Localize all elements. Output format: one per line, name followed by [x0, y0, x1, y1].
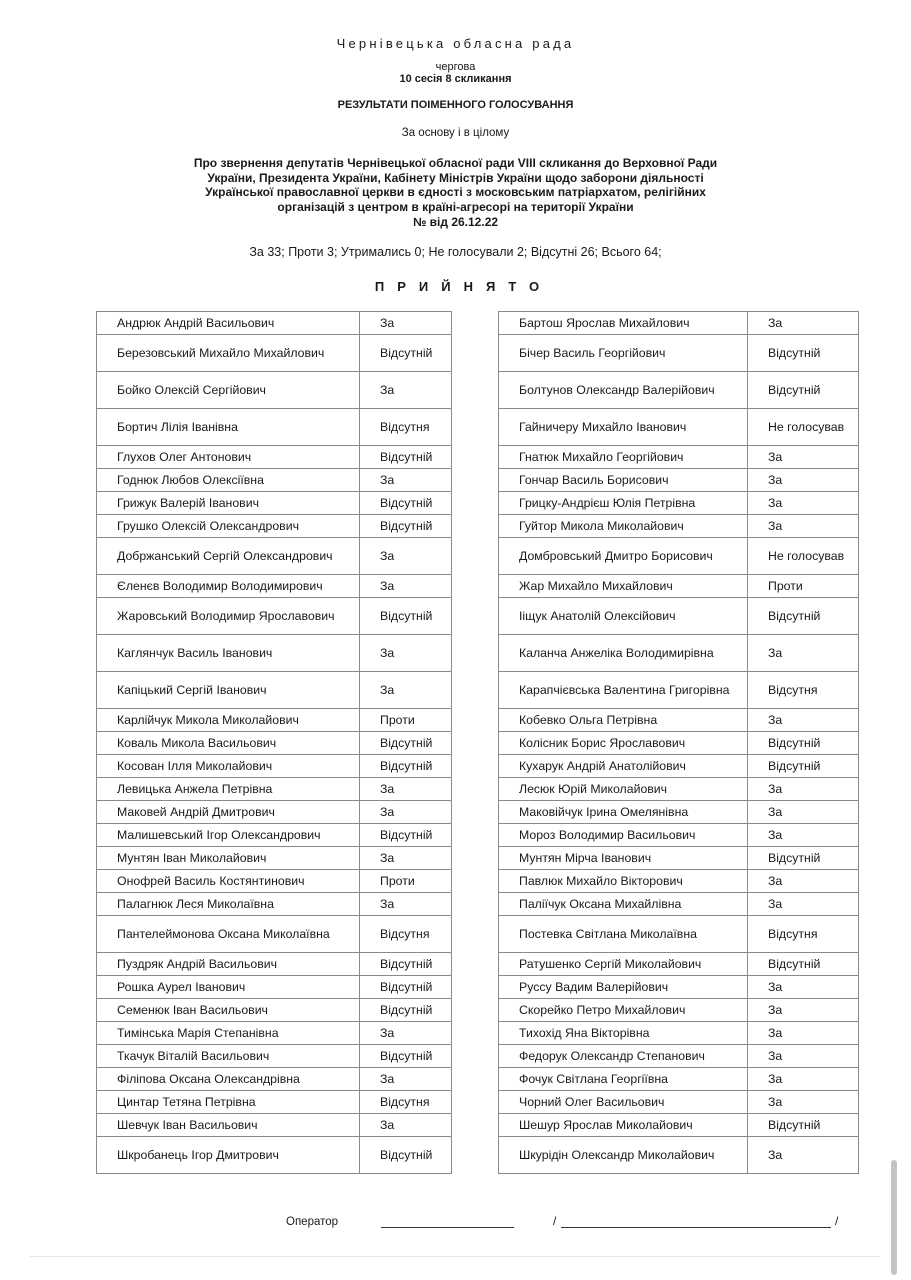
vote-result: Відсутній [360, 1045, 452, 1068]
results-title: РЕЗУЛЬТАТИ ПОІМЕННОГО ГОЛОСУВАННЯ [337, 99, 574, 111]
vote-row [97, 1091, 452, 1114]
vote-row [499, 778, 859, 801]
vote-row [97, 372, 452, 409]
deputy-name: Андрюк Андрій Васильович [97, 312, 360, 335]
vote-result: За [748, 469, 859, 492]
vote-row [97, 492, 452, 515]
deputy-name: Маковійчук Ірина Омелянівна [499, 801, 748, 824]
deputy-name: Гончар Василь Борисович [499, 469, 748, 492]
vote-row [97, 515, 452, 538]
vote-result: Відсутній [360, 515, 452, 538]
vote-row [97, 1045, 452, 1068]
session-type: чергова [435, 61, 476, 73]
deputy-name: Пуздряк Андрій Васильович [97, 953, 360, 976]
decision-status: ПРИЙНЯТО [374, 279, 553, 294]
vote-row [499, 801, 859, 824]
subject-line: України, Президента України, Кабінету Міністрів України щодо заборони діяльності [207, 170, 704, 185]
vote-result: Відсутня [360, 1091, 452, 1114]
deputy-name: Ткачук Віталій Васильович [97, 1045, 360, 1068]
deputy-name: Маковей Андрій Дмитрович [97, 801, 360, 824]
deputy-name: Домбровський Дмитро Борисович [499, 538, 748, 575]
vote-row [499, 755, 859, 778]
vote-row [499, 515, 859, 538]
vote-result: За [360, 778, 452, 801]
vote-result: За [748, 492, 859, 515]
vote-row [499, 1137, 859, 1174]
deputy-name: Тихохід Яна Вікторівна [499, 1022, 748, 1045]
deputy-name: Паліїчук Оксана Михайлівна [499, 893, 748, 916]
deputy-name: Гнатюк Михайло Георгійович [499, 446, 748, 469]
deputy-name: Жар Михайло Михайлович [499, 575, 748, 598]
vote-row [97, 335, 452, 372]
deputy-name: Фочук Світлана Георгіївна [499, 1068, 748, 1091]
vote-row [97, 732, 452, 755]
vote-row [499, 893, 859, 916]
deputy-name: Капіцький Сергій Іванович [97, 672, 360, 709]
deputy-name: Бічер Василь Георгійович [499, 335, 748, 372]
vote-row [499, 1022, 859, 1045]
vote-result: Відсутня [748, 916, 859, 953]
vote-row [97, 1022, 452, 1045]
vote-row [499, 847, 859, 870]
vote-result: Проти [360, 709, 452, 732]
deputy-name: Коваль Микола Васильович [97, 732, 360, 755]
vote-result: Відсутній [360, 492, 452, 515]
deputy-name: Постевка Світлана Миколаївна [499, 916, 748, 953]
vote-result: Відсутня [748, 672, 859, 709]
vote-result: Відсутній [748, 1114, 859, 1137]
operator-name-line [561, 1227, 831, 1228]
vote-row [97, 446, 452, 469]
vote-result: Відсутній [360, 1137, 452, 1174]
vote-row [97, 847, 452, 870]
vote-row [97, 916, 452, 953]
vote-row [499, 372, 859, 409]
left-votes-table [96, 311, 452, 1174]
vote-row [499, 672, 859, 709]
vote-result: За [748, 635, 859, 672]
deputy-name: Косован Ілля Миколайович [97, 755, 360, 778]
right-votes-table [498, 311, 859, 1174]
vote-result: Відсутній [748, 755, 859, 778]
vote-row [97, 538, 452, 575]
vote-row [499, 335, 859, 372]
vote-row [499, 1114, 859, 1137]
vote-result: За [360, 1114, 452, 1137]
deputy-name: Шевчук Іван Васильович [97, 1114, 360, 1137]
vote-row [499, 312, 859, 335]
deputy-name: Карапчієвська Валентина Григорівна [499, 672, 748, 709]
vote-result: Проти [360, 870, 452, 893]
separator-slash: / [553, 1214, 557, 1228]
deputy-name: Пантелеймонова Оксана Миколаївна [97, 916, 360, 953]
vote-row [97, 709, 452, 732]
deputy-name: Бойко Олексій Сергійович [97, 372, 360, 409]
vote-result: Відсутній [748, 335, 859, 372]
deputy-name: Філіпова Оксана Олександрівна [97, 1068, 360, 1091]
vote-result: За [748, 824, 859, 847]
vote-row [97, 672, 452, 709]
vote-result: За [748, 801, 859, 824]
vote-result: За [748, 515, 859, 538]
operator-signature-line [381, 1227, 514, 1228]
vote-row [97, 575, 452, 598]
deputy-name: Чорний Олег Васильович [499, 1091, 748, 1114]
vote-result: За [360, 893, 452, 916]
vote-result: За [360, 1068, 452, 1091]
deputy-name: Кобевко Ольга Петрівна [499, 709, 748, 732]
vote-result: Відсутній [360, 732, 452, 755]
vote-row [97, 976, 452, 999]
deputy-name: Колісник Борис Ярославович [499, 732, 748, 755]
deputy-name: Рошка Аурел Іванович [97, 976, 360, 999]
resolution-subject [0, 156, 911, 214]
deputy-name: Березовський Михайло Михайлович [97, 335, 360, 372]
vote-result: Відсутній [360, 446, 452, 469]
vote-result: За [360, 469, 452, 492]
vote-result: За [360, 372, 452, 409]
subject-line: Української православної церкви в єдності з московським патріархатом, релігійних [205, 185, 706, 199]
deputy-name: Жаровський Володимир Ярославович [97, 598, 360, 635]
vote-result: Відсутній [748, 953, 859, 976]
vote-row [499, 538, 859, 575]
vote-row [97, 801, 452, 824]
deputy-name: Мороз Володимир Васильович [499, 824, 748, 847]
vote-result: Відсутній [360, 335, 452, 372]
vote-result: За [360, 635, 452, 672]
vote-result: За [748, 976, 859, 999]
vote-result: За [748, 999, 859, 1022]
vote-row [499, 999, 859, 1022]
vote-row [499, 824, 859, 847]
subject-line: Про звернення депутатів Чернівецької обласної ради VIII скликання до Верховної Ради [193, 156, 718, 170]
vote-result: За [360, 672, 452, 709]
vote-row [97, 1114, 452, 1137]
deputy-name: Єленєв Володимир Володимирович [97, 575, 360, 598]
vote-row [499, 446, 859, 469]
vote-result: Відсутній [360, 824, 452, 847]
subject-line: організацій з центром в країні-агресорі на території України [277, 199, 634, 214]
vote-result: Відсутній [360, 976, 452, 999]
vote-result: За [748, 1068, 859, 1091]
deputy-name: Гайничеру Михайло Іванович [499, 409, 748, 446]
deputy-name: Каглянчук Василь Іванович [97, 635, 360, 672]
vote-row [97, 870, 452, 893]
deputy-name: Скорейко Петро Михайлович [499, 999, 748, 1022]
deputy-name: Бартош Ярослав Михайлович [499, 312, 748, 335]
vote-row [97, 778, 452, 801]
deputy-name: Годнюк Любов Олексіївна [97, 469, 360, 492]
deputy-name: Карлійчук Микола Миколайович [97, 709, 360, 732]
vote-row [97, 755, 452, 778]
deputy-name: Грижук Валерій Іванович [97, 492, 360, 515]
vote-row [499, 1045, 859, 1068]
vote-row [499, 916, 859, 953]
vote-result: Не голосував [748, 409, 859, 446]
operator-label: Оператор [286, 1216, 339, 1228]
vote-result: Відсутній [748, 847, 859, 870]
vote-row [97, 824, 452, 847]
vote-row [499, 635, 859, 672]
vote-row [97, 953, 452, 976]
vote-row [499, 953, 859, 976]
vote-row [97, 893, 452, 916]
vote-result: За [748, 1045, 859, 1068]
vote-result: За [748, 1091, 859, 1114]
vote-row [97, 1137, 452, 1174]
vote-result: Відсутній [360, 598, 452, 635]
vote-row [499, 575, 859, 598]
vote-result: Відсутній [748, 732, 859, 755]
deputy-name: Шкробанець Ігор Дмитрович [97, 1137, 360, 1174]
vote-result: За [748, 870, 859, 893]
deputy-name: Шкурідін Олександр Миколайович [499, 1137, 748, 1174]
vote-row [499, 870, 859, 893]
deputy-name: Мунтян Мірча Іванович [499, 847, 748, 870]
vote-row [499, 976, 859, 999]
deputy-name: Семенюк Іван Васильович [97, 999, 360, 1022]
vote-row [97, 598, 452, 635]
vote-result: Відсутній [360, 953, 452, 976]
deputy-name: Гуйтор Микола Миколайович [499, 515, 748, 538]
deputy-name: Федорук Олександр Степанович [499, 1045, 748, 1068]
vote-summary: За 33; Проти 3; Утримались 0; Не голосували 2; Відсутні 26; Всього 64; [249, 245, 662, 259]
vote-result: Відсутній [748, 372, 859, 409]
deputy-name: Левицька Анжела Петрівна [97, 778, 360, 801]
vote-row [97, 1068, 452, 1091]
deputy-name: Каланча Анжеліка Володимирівна [499, 635, 748, 672]
page-bottom-divider [30, 1256, 880, 1257]
vote-result: За [748, 312, 859, 335]
vote-row [499, 1091, 859, 1114]
deputy-name: Тимінська Марія Степанівна [97, 1022, 360, 1045]
deputy-name: Палагнюк Леся Миколаївна [97, 893, 360, 916]
deputy-name: Ратушенко Сергій Миколайович [499, 953, 748, 976]
deputy-name: Лесюк Юрій Миколайович [499, 778, 748, 801]
vote-result: За [360, 575, 452, 598]
deputy-name: Павлюк Михайло Вікторович [499, 870, 748, 893]
deputy-name: Ііщук Анатолій Олексійович [499, 598, 748, 635]
deputy-name: Кухарук Андрій Анатолійович [499, 755, 748, 778]
vote-result: За [748, 893, 859, 916]
resolution-number-date: № від 26.12.22 [412, 215, 499, 229]
vote-result: За [360, 538, 452, 575]
scrollbar-thumb[interactable] [891, 1160, 897, 1275]
deputy-name: Болтунов Олександр Валерійович [499, 372, 748, 409]
vote-result: Відсутня [360, 409, 452, 446]
deputy-name: Глухов Олег Антонович [97, 446, 360, 469]
vote-row [499, 409, 859, 446]
deputy-name: Цинтар Тетяна Петрівна [97, 1091, 360, 1114]
vote-result: За [748, 778, 859, 801]
vote-row [499, 732, 859, 755]
vote-basis: За основу і в цілому [401, 127, 510, 139]
vote-row [499, 1068, 859, 1091]
deputy-name: Грушко Олексій Олександрович [97, 515, 360, 538]
vote-row [499, 598, 859, 635]
session-number: 10 сесія 8 скликання [399, 73, 512, 85]
vote-row [499, 492, 859, 515]
vote-result: Відсутній [748, 598, 859, 635]
vote-result: Відсутній [360, 999, 452, 1022]
vote-result: Відсутній [360, 755, 452, 778]
vote-row [97, 409, 452, 446]
vote-result: Проти [748, 575, 859, 598]
vote-row [499, 709, 859, 732]
council-name: Чернівецька обласна рада [336, 36, 575, 51]
deputy-name: Грицку-Андрієш Юлія Петрівна [499, 492, 748, 515]
deputy-name: Бортич Лілія Іванівна [97, 409, 360, 446]
vote-row [97, 635, 452, 672]
deputy-name: Добржанський Сергій Олександрович [97, 538, 360, 575]
deputy-name: Руссу Вадим Валерійович [499, 976, 748, 999]
vote-row [97, 312, 452, 335]
vote-result: За [360, 1022, 452, 1045]
vote-result: За [748, 1137, 859, 1174]
vote-result: За [748, 446, 859, 469]
vote-row [97, 469, 452, 492]
vote-result: За [360, 847, 452, 870]
vote-result: За [748, 1022, 859, 1045]
vote-result: За [748, 709, 859, 732]
vote-result: За [360, 801, 452, 824]
vote-row [97, 999, 452, 1022]
deputy-name: Шешур Ярослав Миколайович [499, 1114, 748, 1137]
deputy-name: Онофрей Василь Костянтинович [97, 870, 360, 893]
deputy-name: Мунтян Іван Миколайович [97, 847, 360, 870]
vote-row [499, 469, 859, 492]
deputy-name: Малишевський Ігор Олександрович [97, 824, 360, 847]
vote-result: Відсутня [360, 916, 452, 953]
vote-result: Не голосував [748, 538, 859, 575]
vote-result: За [360, 312, 452, 335]
separator-slash: / [835, 1214, 839, 1228]
